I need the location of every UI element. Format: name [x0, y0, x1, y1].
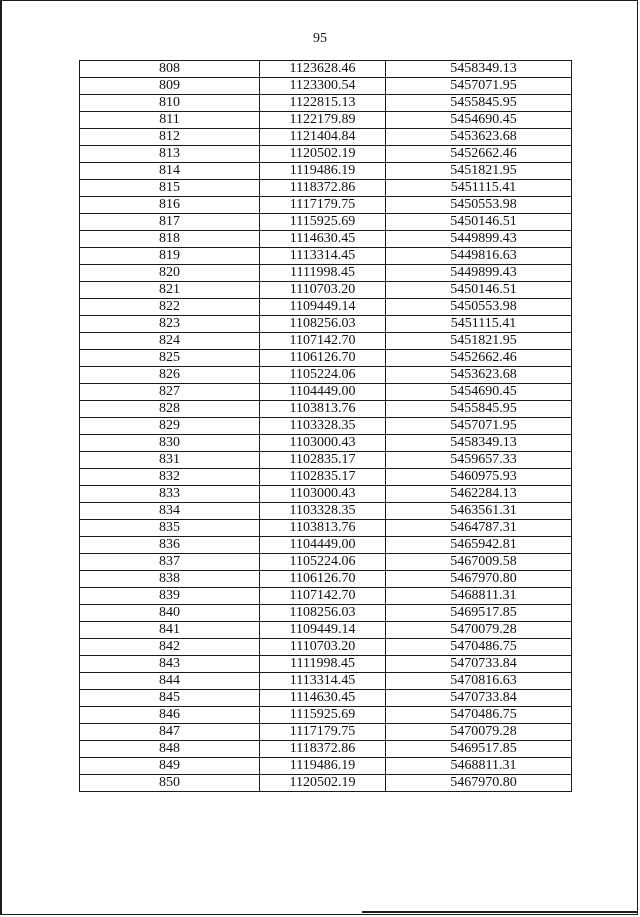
point-number-cell: 843	[80, 656, 260, 673]
table-row	[80, 690, 572, 707]
table-row	[80, 758, 572, 775]
x-coordinate-cell: 1106126.70	[260, 571, 386, 588]
y-coordinate-cell: 5450553.98	[386, 197, 572, 214]
table-row	[80, 639, 572, 656]
x-coordinate-cell: 1107142.70	[260, 333, 386, 350]
point-number-cell: 822	[80, 299, 260, 316]
x-coordinate-cell: 1103000.43	[260, 486, 386, 503]
y-coordinate-cell: 5470079.28	[386, 622, 572, 639]
y-coordinate-cell: 5468811.31	[386, 758, 572, 775]
x-coordinate-cell: 1103328.35	[260, 503, 386, 520]
x-coordinate-cell: 1111998.45	[260, 656, 386, 673]
y-coordinate-cell: 5449899.43	[386, 265, 572, 282]
point-number-cell: 845	[80, 690, 260, 707]
y-coordinate-cell: 5455845.95	[386, 401, 572, 418]
y-coordinate-cell: 5459657.33	[386, 452, 572, 469]
y-coordinate-cell: 5450553.98	[386, 299, 572, 316]
table-row	[80, 486, 572, 503]
x-coordinate-cell: 1118372.86	[260, 180, 386, 197]
x-coordinate-cell: 1108256.03	[260, 605, 386, 622]
point-number-cell: 840	[80, 605, 260, 622]
point-number-cell: 823	[80, 316, 260, 333]
table-row	[80, 741, 572, 758]
point-number-cell: 841	[80, 622, 260, 639]
y-coordinate-cell: 5467970.80	[386, 775, 572, 792]
point-number-cell: 850	[80, 775, 260, 792]
x-coordinate-cell: 1120502.19	[260, 775, 386, 792]
table-row	[80, 112, 572, 129]
table-row	[80, 656, 572, 673]
table-row	[80, 520, 572, 537]
table-row	[80, 265, 572, 282]
y-coordinate-cell: 5452662.46	[386, 350, 572, 367]
x-coordinate-cell: 1103000.43	[260, 435, 386, 452]
point-number-cell: 837	[80, 554, 260, 571]
y-coordinate-cell: 5451115.41	[386, 180, 572, 197]
point-number-cell: 812	[80, 129, 260, 146]
point-number-cell: 827	[80, 384, 260, 401]
y-coordinate-cell: 5470486.75	[386, 707, 572, 724]
y-coordinate-cell: 5460975.93	[386, 469, 572, 486]
table-row	[80, 554, 572, 571]
y-coordinate-cell: 5451821.95	[386, 333, 572, 350]
y-coordinate-cell: 5463561.31	[386, 503, 572, 520]
point-number-cell: 834	[80, 503, 260, 520]
x-coordinate-cell: 1110703.20	[260, 639, 386, 656]
table-row	[80, 622, 572, 639]
point-number-cell: 814	[80, 163, 260, 180]
y-coordinate-cell: 5454690.45	[386, 384, 572, 401]
point-number-cell: 830	[80, 435, 260, 452]
y-coordinate-cell: 5467970.80	[386, 571, 572, 588]
table-row	[80, 452, 572, 469]
point-number-cell: 825	[80, 350, 260, 367]
table-row	[80, 384, 572, 401]
y-coordinate-cell: 5470486.75	[386, 639, 572, 656]
x-coordinate-cell: 1103813.76	[260, 401, 386, 418]
page-number: 95	[313, 31, 327, 46]
table-row	[80, 350, 572, 367]
point-number-cell: 848	[80, 741, 260, 758]
x-coordinate-cell: 1119486.19	[260, 758, 386, 775]
y-coordinate-cell: 5467009.58	[386, 554, 572, 571]
x-coordinate-cell: 1104449.00	[260, 384, 386, 401]
table-row	[80, 61, 572, 78]
point-number-cell: 808	[80, 61, 260, 78]
table-row	[80, 775, 572, 792]
table-row	[80, 469, 572, 486]
x-coordinate-cell: 1105224.06	[260, 554, 386, 571]
x-coordinate-cell: 1109449.14	[260, 299, 386, 316]
x-coordinate-cell: 1117179.75	[260, 197, 386, 214]
x-coordinate-cell: 1118372.86	[260, 741, 386, 758]
table-row	[80, 401, 572, 418]
point-number-cell: 824	[80, 333, 260, 350]
point-number-cell: 819	[80, 248, 260, 265]
x-coordinate-cell: 1110703.20	[260, 282, 386, 299]
x-coordinate-cell: 1113314.45	[260, 673, 386, 690]
point-number-cell: 815	[80, 180, 260, 197]
x-coordinate-cell: 1120502.19	[260, 146, 386, 163]
point-number-cell: 849	[80, 758, 260, 775]
table-row	[80, 724, 572, 741]
point-number-cell: 836	[80, 537, 260, 554]
y-coordinate-cell: 5470079.28	[386, 724, 572, 741]
y-coordinate-cell: 5449899.43	[386, 231, 572, 248]
y-coordinate-cell: 5470733.84	[386, 690, 572, 707]
table-row	[80, 588, 572, 605]
point-number-cell: 810	[80, 95, 260, 112]
table-row	[80, 214, 572, 231]
y-coordinate-cell: 5468811.31	[386, 588, 572, 605]
y-coordinate-cell: 5454690.45	[386, 112, 572, 129]
y-coordinate-cell: 5470733.84	[386, 656, 572, 673]
x-coordinate-cell: 1122815.13	[260, 95, 386, 112]
table-row	[80, 537, 572, 554]
point-number-cell: 842	[80, 639, 260, 656]
point-number-cell: 809	[80, 78, 260, 95]
x-coordinate-cell: 1111998.45	[260, 265, 386, 282]
y-coordinate-cell: 5458349.13	[386, 61, 572, 78]
x-coordinate-cell: 1123300.54	[260, 78, 386, 95]
coordinates-table-body	[80, 61, 572, 792]
table-row	[80, 78, 572, 95]
table-row	[80, 571, 572, 588]
y-coordinate-cell: 5457071.95	[386, 418, 572, 435]
point-number-cell: 839	[80, 588, 260, 605]
x-coordinate-cell: 1114630.45	[260, 231, 386, 248]
x-coordinate-cell: 1108256.03	[260, 316, 386, 333]
x-coordinate-cell: 1121404.84	[260, 129, 386, 146]
y-coordinate-cell: 5462284.13	[386, 486, 572, 503]
table-row	[80, 418, 572, 435]
point-number-cell: 832	[80, 469, 260, 486]
x-coordinate-cell: 1102835.17	[260, 469, 386, 486]
table-row	[80, 333, 572, 350]
table-row	[80, 180, 572, 197]
table-row	[80, 197, 572, 214]
table-row	[80, 503, 572, 520]
x-coordinate-cell: 1104449.00	[260, 537, 386, 554]
y-coordinate-cell: 5450146.51	[386, 282, 572, 299]
x-coordinate-cell: 1123628.46	[260, 61, 386, 78]
x-coordinate-cell: 1106126.70	[260, 350, 386, 367]
point-number-cell: 847	[80, 724, 260, 741]
bottom-edge-line	[362, 911, 638, 913]
x-coordinate-cell: 1107142.70	[260, 588, 386, 605]
y-coordinate-cell: 5452662.46	[386, 146, 572, 163]
x-coordinate-cell: 1114630.45	[260, 690, 386, 707]
table-row	[80, 129, 572, 146]
table-row	[80, 231, 572, 248]
x-coordinate-cell: 1115925.69	[260, 707, 386, 724]
x-coordinate-cell: 1103813.76	[260, 520, 386, 537]
y-coordinate-cell: 5464787.31	[386, 520, 572, 537]
point-number-cell: 816	[80, 197, 260, 214]
x-coordinate-cell: 1117179.75	[260, 724, 386, 741]
table-row	[80, 367, 572, 384]
point-number-cell: 813	[80, 146, 260, 163]
point-number-cell: 818	[80, 231, 260, 248]
y-coordinate-cell: 5449816.63	[386, 248, 572, 265]
table-row	[80, 146, 572, 163]
point-number-cell: 828	[80, 401, 260, 418]
point-number-cell: 829	[80, 418, 260, 435]
table-row	[80, 95, 572, 112]
point-number-cell: 844	[80, 673, 260, 690]
point-number-cell: 846	[80, 707, 260, 724]
y-coordinate-cell: 5470816.63	[386, 673, 572, 690]
table-row	[80, 316, 572, 333]
point-number-cell: 831	[80, 452, 260, 469]
x-coordinate-cell: 1115925.69	[260, 214, 386, 231]
point-number-cell: 826	[80, 367, 260, 384]
y-coordinate-cell: 5451115.41	[386, 316, 572, 333]
y-coordinate-cell: 5457071.95	[386, 78, 572, 95]
y-coordinate-cell: 5453623.68	[386, 367, 572, 384]
table-row	[80, 673, 572, 690]
x-coordinate-cell: 1103328.35	[260, 418, 386, 435]
y-coordinate-cell: 5450146.51	[386, 214, 572, 231]
x-coordinate-cell: 1113314.45	[260, 248, 386, 265]
point-number-cell: 835	[80, 520, 260, 537]
point-number-cell: 811	[80, 112, 260, 129]
table-row	[80, 282, 572, 299]
coordinates-table	[79, 60, 572, 792]
table-row	[80, 248, 572, 265]
x-coordinate-cell: 1109449.14	[260, 622, 386, 639]
y-coordinate-cell: 5469517.85	[386, 741, 572, 758]
x-coordinate-cell: 1119486.19	[260, 163, 386, 180]
table-row	[80, 435, 572, 452]
x-coordinate-cell: 1102835.17	[260, 452, 386, 469]
y-coordinate-cell: 5465942.81	[386, 537, 572, 554]
x-coordinate-cell: 1105224.06	[260, 367, 386, 384]
y-coordinate-cell: 5451821.95	[386, 163, 572, 180]
point-number-cell: 817	[80, 214, 260, 231]
point-number-cell: 833	[80, 486, 260, 503]
table-row	[80, 605, 572, 622]
table-row	[80, 707, 572, 724]
point-number-cell: 821	[80, 282, 260, 299]
y-coordinate-cell: 5455845.95	[386, 95, 572, 112]
y-coordinate-cell: 5453623.68	[386, 129, 572, 146]
y-coordinate-cell: 5469517.85	[386, 605, 572, 622]
table-row	[80, 163, 572, 180]
y-coordinate-cell: 5458349.13	[386, 435, 572, 452]
x-coordinate-cell: 1122179.89	[260, 112, 386, 129]
point-number-cell: 820	[80, 265, 260, 282]
point-number-cell: 838	[80, 571, 260, 588]
table-row	[80, 299, 572, 316]
